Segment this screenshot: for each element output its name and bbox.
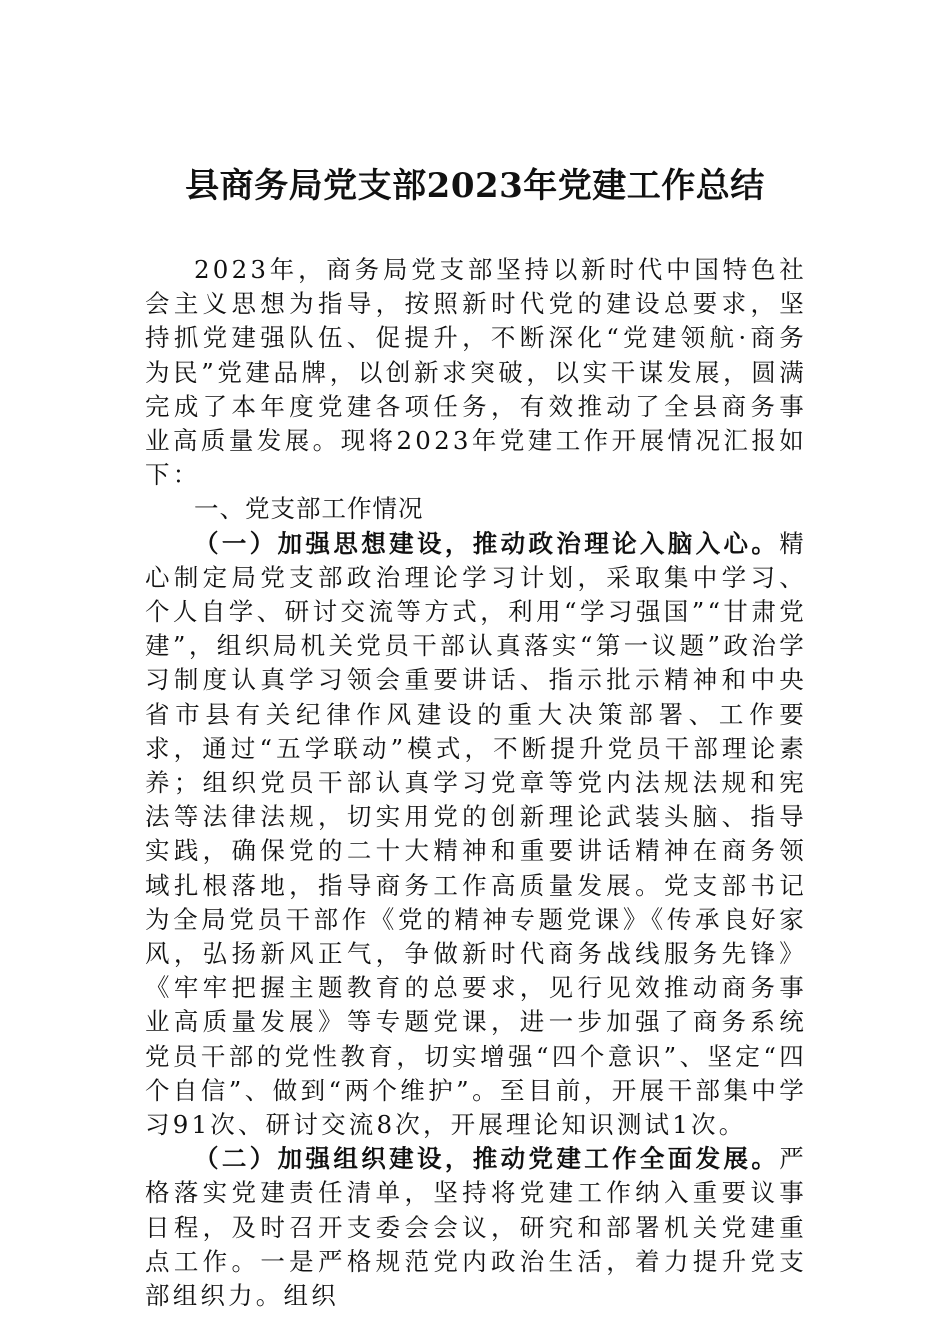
intro-paragraph: 2023年，商务局党支部坚持以新时代中国特色社会主义思想为指导，按照新时代党的建设总要求，坚持抓党建强队伍、促提升，不断深化“党建领航·商务为民”党建品牌，以创新求突破，以实干谋发展，圆满完成了本年度党建各项任务，有效推动了全县商务事业高质量发展。现将2023年党建工作开展情况汇报如下： xyxy=(145,255,807,490)
section-heading: 一、党支部工作情况 xyxy=(194,494,424,524)
item-text-2: 严格落实党建责任清单，坚持将党建工作纳入重要议事日程，及时召开支委会会议，研究和部署机关党建重点工作。一是严格规范党内政治生活，着力提升党支部组织力。组织 xyxy=(145,1144,807,1311)
document-title: 县商务局党支部2023年党建工作总结 xyxy=(185,166,765,206)
item-lead-1: （一）加强思想建设，推动政治理论入脑入心。 xyxy=(194,528,780,558)
item-paragraph-1 xyxy=(145,527,807,1143)
item-text-1: 精心制定局党支部政治理论学习计划，采取集中学习、个人自学、研讨交流等方式，利用“学习强国”“甘肃党建”，组织局机关党员干部认真落实“第一议题”政治学习制度认真学习领会重要讲话、指示批示精神和中央省市县有关纪律作风建设的重大决策部署、工作要求，通过“五学联动”模式，不断提升党员干部理论素养；组织党员干部认真学习党章等党内法规法规和宪法等法律法规，切实用党的创新理论武装头脑、指导实践，确保党的二十大精神和重要讲话精神在商务领域扎根落地，指导商务工作高质量发展。党支部书记为全局党员干部作《党的精神专题党课》《传承良好家风，弘扬新风正气，争做新时代商务战线服务先锋》《牢牢把握主题教育的总要求，见行见效推动商务事业高质量发展》等专题党课，进一步加强了商务系统党员干部的党性教育，切实增强“四个意识”、坚定“四个自信”、做到“两个维护”。至目前，开展干部集中学习91次、研讨交流8次，开展理论知识测试1次。 xyxy=(145,528,807,1140)
item-lead-2: （二）加强组织建设，推动党建工作全面发展。 xyxy=(194,1144,780,1174)
item-paragraph-2 xyxy=(145,1142,807,1313)
document-body xyxy=(145,253,807,1313)
